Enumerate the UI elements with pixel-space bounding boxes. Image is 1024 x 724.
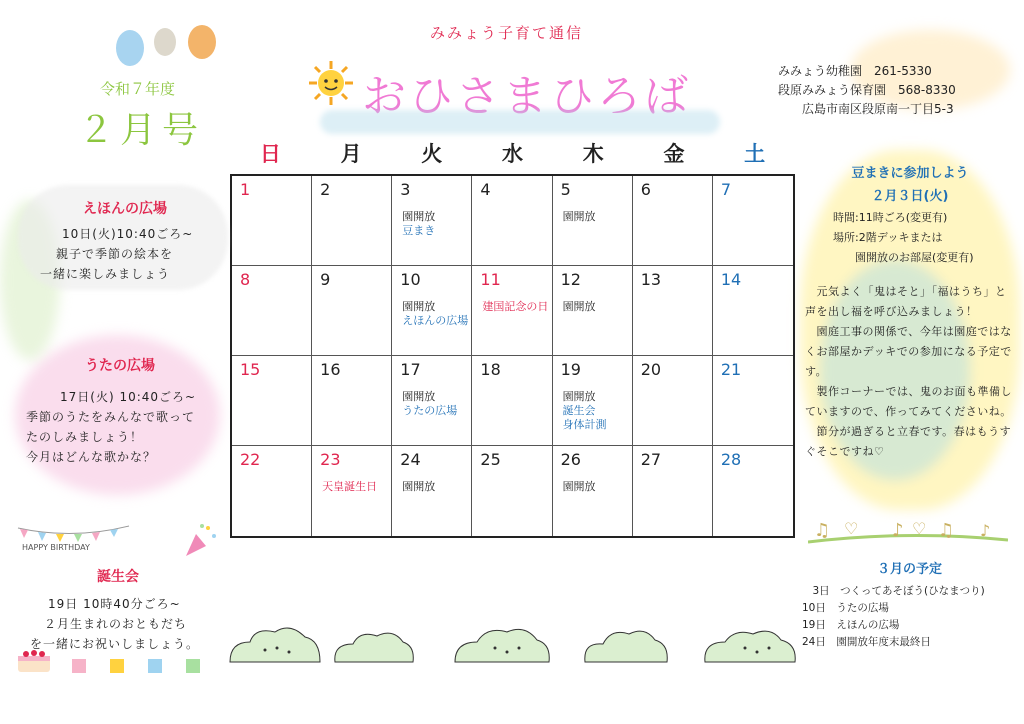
calendar-day-cell [392, 176, 472, 266]
day-events [563, 210, 596, 224]
uta-line: 今月はどんな歌かな？ [26, 450, 157, 464]
day-number: 7 [720, 180, 732, 199]
calendar-day-cell [232, 446, 312, 536]
calendar-day-cell [633, 356, 713, 446]
weekday-label: 土 [744, 142, 766, 166]
day-events [402, 390, 457, 418]
march-item: 24日 園開放年度末最終日 [802, 636, 931, 648]
day-events [402, 210, 435, 238]
calendar-event: えほんの広場 [402, 314, 469, 327]
day-events [322, 480, 377, 494]
ehon-section [30, 198, 220, 284]
calendar-event: 園開放 [562, 300, 596, 313]
svg-text:♫: ♫ [814, 520, 831, 541]
day-number: 9 [320, 270, 331, 289]
presents-icon [70, 655, 210, 675]
setsubun-paragraph: 元気よく「鬼はそと」「福はうち」と声を出し福を呼び込みましょう！ [805, 285, 1007, 318]
setsubun-info-line: 園開放のお部屋(変更有) [833, 251, 974, 264]
day-events [563, 390, 607, 432]
calendar-event: 身体計測 [562, 418, 607, 431]
calendar-day-cell [392, 266, 472, 356]
day-number: 3 [400, 180, 411, 199]
calendar-day-cell [392, 356, 472, 446]
contact-line: 広島市南区段原南一丁目5-3 [778, 102, 954, 116]
calendar-event: うたの広場 [402, 404, 458, 417]
weekday-label: 水 [502, 142, 524, 166]
march-heading: ３月の予定 [876, 562, 942, 577]
birthday-banner-text: HAPPY BIRTHDAY [22, 543, 90, 552]
calendar-day-cell [232, 266, 312, 356]
day-number: 15 [240, 360, 261, 379]
day-events [563, 480, 596, 494]
page-title: おひさまひろば [362, 71, 691, 122]
day-number: 27 [640, 450, 662, 469]
calendar-day-cell [472, 176, 552, 266]
calendar-event: 園開放 [402, 210, 436, 223]
calendar-event: 園開放 [562, 210, 596, 223]
weekday-label: 木 [582, 142, 604, 166]
svg-text:♫: ♫ [938, 520, 955, 541]
calendar-event: 建国記念の日 [482, 300, 549, 313]
calendar-event: 誕生会 [562, 404, 596, 417]
calendar-day-cell [633, 176, 713, 266]
party-popper-icon [180, 520, 220, 560]
calendar-event: 天皇誕生日 [322, 480, 378, 493]
uta-line: たのしみましょう！ [26, 430, 144, 444]
setsubun-info-line: 時間:11時ごろ(変更有) [833, 211, 948, 224]
uta-line: 季節のうたをみんなで歌って [26, 410, 196, 424]
contact-info [778, 62, 956, 119]
birthday-line: を一緒にお祝いしましょう。 [30, 637, 200, 651]
setsubun-paragraph: 製作コーナーでは、鬼のお面も準備していますので、作ってみてくださいね。 [805, 385, 1012, 418]
march-item: 10日 うたの広場 [802, 602, 889, 614]
calendar-day-cell [633, 266, 713, 356]
calendar-day-cell [713, 356, 793, 446]
birthday-line: ２月生まれのおともだち [44, 617, 188, 631]
calendar-day-cell [232, 356, 312, 446]
svg-text:♡: ♡ [912, 519, 927, 538]
day-events [563, 300, 596, 314]
svg-text:♪: ♪ [892, 520, 904, 541]
birthday-banner [16, 522, 131, 552]
day-number: 5 [560, 180, 571, 199]
calendar-day-cell [472, 266, 552, 356]
weekday-header [230, 138, 795, 168]
march-item: 19日 えほんの広場 [802, 619, 900, 631]
weekday-label: 日 [259, 142, 281, 166]
weekday-label: 月 [340, 142, 362, 166]
setsubun-date: ２月３日(火) [871, 189, 949, 204]
contact-line: みみょう幼稚園 261-5330 [778, 64, 932, 78]
calendar-day-cell [472, 446, 552, 536]
calendar-event: 園開放 [562, 390, 596, 403]
calendar-day-cell [713, 176, 793, 266]
calendar-day-cell [472, 356, 552, 446]
day-number: 28 [720, 450, 742, 469]
fiscal-year: 令和７年度 [100, 80, 176, 98]
day-number: 22 [240, 450, 261, 469]
setsubun-section [805, 162, 1015, 462]
setsubun-info-line: 場所:2階デッキまたは [833, 231, 943, 244]
svg-text:♪: ♪ [980, 521, 991, 540]
calendar-day-cell [312, 176, 392, 266]
day-events [402, 480, 435, 494]
setsubun-heading: 豆まきに参加しよう [851, 166, 969, 181]
calendar-event: 園開放 [402, 390, 436, 403]
day-number: 8 [240, 270, 251, 289]
calendar-day-cell [713, 266, 793, 356]
calendar-day-cell [392, 446, 472, 536]
day-number: 14 [720, 270, 742, 289]
uta-heading: うたの広場 [85, 358, 155, 374]
balloons-illustration [110, 22, 230, 82]
day-number: 18 [480, 360, 501, 379]
cloud-bushes-decoration [225, 612, 805, 672]
calendar-day-cell [553, 356, 633, 446]
title-underlay [320, 110, 720, 134]
day-number: 21 [720, 360, 742, 379]
newsletter-name: みみょう子育て通信 [430, 24, 584, 42]
calendar-day-cell [312, 266, 392, 356]
day-number: 11 [480, 270, 501, 289]
birthday-section [18, 566, 218, 654]
day-number: 1 [240, 180, 251, 199]
ehon-line: 10日(火)10:40ごろ~ [62, 227, 194, 241]
setsubun-info [833, 208, 1015, 268]
calendar-day-cell [553, 446, 633, 536]
music-notes-decoration [808, 516, 1008, 546]
day-events [402, 300, 468, 328]
day-number: 4 [480, 180, 491, 199]
svg-text:♡: ♡ [844, 519, 859, 538]
day-number: 20 [640, 360, 662, 379]
issue-number: ２月号 [78, 110, 205, 151]
calendar-event: 園開放 [562, 480, 596, 493]
day-number: 17 [400, 360, 421, 379]
calendar-grid [230, 174, 795, 538]
day-number: 26 [560, 450, 581, 469]
march-schedule [802, 558, 1017, 651]
day-number: 6 [640, 180, 651, 199]
calendar-event: 豆まき [402, 224, 436, 237]
calendar-day-cell [633, 446, 713, 536]
ehon-heading: えほんの広場 [83, 201, 167, 217]
calendar-event: 園開放 [402, 480, 436, 493]
day-number: 19 [560, 360, 581, 379]
ehon-line: 一緒に楽しみましょう [40, 267, 171, 281]
setsubun-paragraph: 園庭工事の関係で、今年は園庭ではなくお部屋かデッキでの参加になる予定です。 [805, 325, 1012, 378]
calendar-day-cell [553, 266, 633, 356]
ehon-line: 親子で季節の絵本を [56, 247, 174, 261]
day-number: 10 [400, 270, 421, 289]
day-number: 16 [320, 360, 341, 379]
calendar-day-cell [713, 446, 793, 536]
birthday-heading: 誕生会 [97, 569, 139, 585]
march-item: 3日 つくってあそぼう(ひなまつり) [802, 585, 985, 597]
day-number: 24 [400, 450, 421, 469]
weekday-label: 金 [663, 142, 685, 166]
birthday-line: 19日 10時40分ごろ~ [48, 597, 181, 611]
sun-icon [308, 60, 354, 106]
day-number: 23 [320, 450, 341, 469]
calendar-day-cell [312, 356, 392, 446]
day-events [482, 300, 548, 314]
uta-line: 17日(火) 10:40ごろ~ [60, 390, 197, 404]
calendar-event: 園開放 [402, 300, 436, 313]
contact-line: 段原みみょう保育園 568-8330 [778, 83, 956, 97]
setsubun-paragraph: 節分が過ぎると立春です。春はもうすぐそこですね♡ [805, 425, 1012, 458]
calendar-day-cell [232, 176, 312, 266]
day-number: 13 [640, 270, 662, 289]
day-number: 12 [560, 270, 581, 289]
day-number: 2 [320, 180, 331, 199]
calendar-day-cell [312, 446, 392, 536]
uta-section [20, 355, 220, 467]
day-number: 25 [480, 450, 501, 469]
weekday-label: 火 [421, 142, 443, 166]
calendar-day-cell [553, 176, 633, 266]
